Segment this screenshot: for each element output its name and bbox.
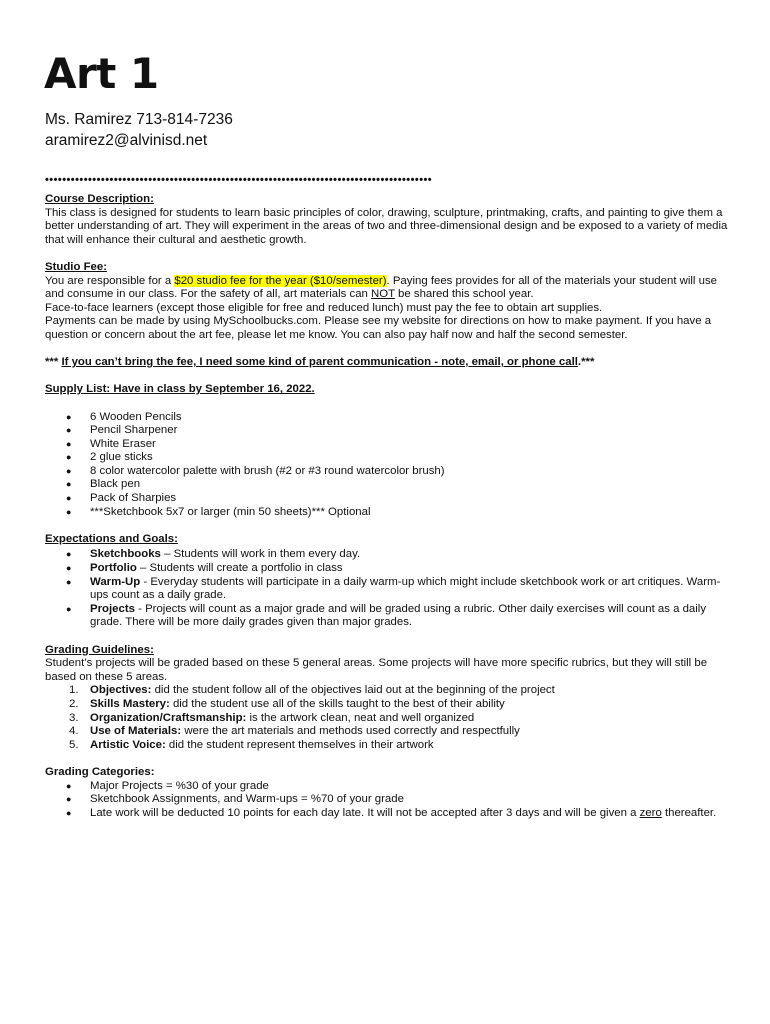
list-number: 2.	[69, 697, 79, 710]
notice-post: .***	[577, 356, 595, 369]
expectation-desc: - Projects will count as a major grade and will be graded using a rubric. Other daily exercises will count as a daily grade. There will be more daily grades given than major grades.	[90, 602, 707, 629]
supply-list	[45, 411, 731, 520]
expectation-term: Projects	[90, 602, 135, 615]
grading-desc: did the student follow all of the objectives laid out at the beginning of the project	[151, 684, 555, 697]
supply-list-heading: Supply List: Have in class by September 16, 2022.	[45, 383, 315, 396]
notice-text: If you can’t bring the fee, I need some kind of parent communication - note, email, or phone call	[61, 356, 578, 369]
late-work-text: Late work will be deducted 10 points for each day late. It will not be accepted after 3 days and will be given a	[90, 806, 640, 819]
fee-text-post1: . Paying fees provides for all of the materials your student will use and consume in our class. For the safety of all, art materials can	[45, 274, 717, 301]
grading-guidelines-heading: Grading Guidelines:	[45, 643, 154, 656]
list-item	[45, 725, 731, 739]
list-item	[45, 739, 731, 753]
list-item: ● Pencil Sharpener	[45, 424, 731, 438]
grading-term: Skills Mastery:	[90, 697, 170, 710]
grading-categories-heading: Grading Categories:	[45, 765, 155, 778]
grading-desc: did the student represent themselves in their artwork	[165, 738, 434, 751]
course-description-text: This class is designed for students to learn basic principles of color, drawing, sculpture, printmaking, crafts, and painting to give them a better understanding of art. They will experiment in the areas of two and three-dimensional design and be exposed to a variety of media that will enhance their cultural and aesthetic growth.	[45, 206, 728, 246]
expectation-desc: - Everyday students will participate in a daily warm-up which might include sketchbook work or art critiques. Warm-ups count as a daily grade.	[90, 575, 721, 602]
list-item	[45, 562, 731, 576]
zero-emphasis: zero	[639, 806, 662, 819]
list-item: ● 6 Wooden Pencils	[45, 411, 731, 425]
teacher-name-phone: Ms. Ramirez 713-814-7236	[45, 111, 233, 128]
list-item: ● ***Sketchbook 5x7 or larger (min 50 sheets)*** Optional	[45, 506, 731, 520]
list-item: ● 8 color watercolor palette with brush (#2 or #3 round watercolor brush)	[45, 465, 731, 479]
fee-notice	[45, 356, 731, 370]
document-body	[45, 193, 731, 820]
list-item	[45, 548, 731, 562]
list-item: ● Black pen	[45, 478, 731, 492]
studio-fee-heading: Studio Fee:	[45, 260, 108, 273]
expectations-heading: Expectations and Goals:	[45, 532, 178, 545]
list-number: 5.	[69, 738, 79, 751]
grading-desc: did the student use all of the skills taught to the best of their ability	[169, 697, 505, 710]
list-item	[45, 684, 731, 698]
list-item	[45, 712, 731, 726]
list-number: 4.	[69, 725, 79, 738]
grading-list	[45, 684, 731, 752]
list-item: ● 2 glue sticks	[45, 451, 731, 465]
course-description-heading: Course Description:	[45, 193, 154, 205]
grading-term: Use of Materials:	[90, 725, 182, 738]
grading-term: Organization/Craftsmanship:	[90, 711, 247, 724]
grading-desc: is the artwork clean, neat and well organized	[246, 711, 475, 724]
list-item	[45, 576, 731, 603]
notice-pre: ***	[45, 356, 62, 369]
fee-payment-text: Payments can be made by using MySchoolbucks.com. Please see my website for directions on how to make payment. If you have a question or concern about the art fee, please let me know. You can also pay half now and half the second semester.	[45, 315, 712, 341]
grading-categories-list	[45, 780, 731, 821]
grading-term: Artistic Voice:	[90, 738, 166, 751]
late-work-post: thereafter.	[661, 806, 717, 819]
list-item: ● Sketchbook Assignments, and Warm-ups = %70 of your grade	[45, 793, 731, 807]
page-title: Art 1	[44, 49, 159, 98]
list-item: ● Pack of Sharpies	[45, 492, 731, 506]
list-item: ● Major Projects = %30 of your grade	[45, 780, 731, 794]
expectation-desc: – Students will create a portfolio in class	[136, 562, 343, 575]
list-number: 3.	[69, 711, 79, 724]
expectation-desc: – Students will work in them every day.	[160, 548, 361, 561]
dotted-divider: ••••••••••••••••••••••••••••••••••••••••••••••••••••••••••••••••••••••••••••••••••••••••••	[45, 174, 433, 186]
fee-highlight: $20 studio fee for the year ($10/semester)	[174, 274, 387, 287]
list-number: 1.	[69, 684, 79, 697]
fee-not-emphasis: NOT	[371, 288, 395, 301]
expectation-term: Portfolio	[90, 562, 137, 575]
list-item	[45, 698, 731, 712]
fee-face-to-face-text: Face-to-face learners (except those eligible for free and reduced lunch) must pay the fee to obtain art supplies.	[45, 301, 603, 314]
expectation-term: Sketchbooks	[90, 548, 161, 561]
expectation-term: Warm-Up	[90, 575, 141, 588]
grading-intro: Student’s projects will be graded based on these 5 general areas. Some projects will have more specific rubrics, but they will still be based on these 5 areas.	[45, 657, 708, 683]
contact-block	[45, 109, 233, 151]
expectations-list	[45, 548, 731, 630]
teacher-email: aramirez2@alvinisd.net	[45, 132, 208, 149]
fee-text-post2: be shared this school year.	[394, 288, 534, 301]
grading-term: Objectives:	[90, 684, 152, 697]
grading-desc: were the art materials and methods used correctly and respectfully	[181, 725, 520, 738]
fee-text-pre: You are responsible for a	[45, 274, 175, 287]
list-item	[45, 807, 731, 821]
list-item: ● White Eraser	[45, 438, 731, 452]
studio-fee-text	[45, 275, 731, 302]
list-item	[45, 603, 731, 630]
